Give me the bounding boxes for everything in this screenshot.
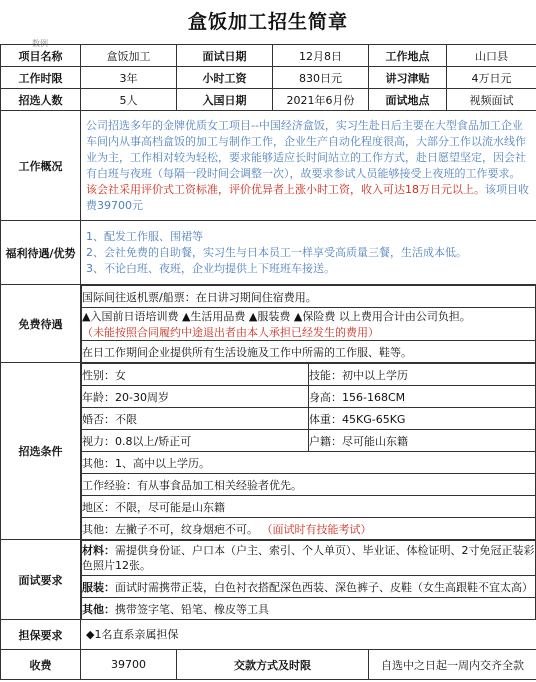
free-line-note: （未能按照合同履约中途退出者由本人承担已经发生的费用）	[82, 326, 379, 339]
condition-line	[82, 518, 536, 540]
info-label: 招选人数	[1, 89, 81, 111]
interview-label: 面试要求	[1, 540, 81, 620]
condition-line: 工作经验：有从事食品加工相关经验者优先。	[82, 474, 536, 496]
other-text: 携带签字笔、铅笔、橡皮等工具	[115, 602, 269, 616]
info-value: 山口县	[447, 45, 536, 67]
free-label: 免费待遇	[1, 285, 81, 363]
info-value: 12月8日	[273, 45, 369, 67]
guarantee-row	[1, 620, 536, 650]
guarantee-value: ◆1名直系亲属担保	[81, 620, 536, 650]
overview-highlight: 该会社采用评价式工资标准，评价优异者上涨小时工资，收入可达18万日元以上。	[86, 182, 485, 196]
info-label: 小时工资	[177, 67, 273, 89]
benefits-list	[81, 221, 536, 285]
fee-value: 39700	[81, 650, 177, 680]
free-line	[82, 308, 536, 341]
overview-body: 公司招选多年的金牌优质女工项目--中国经济盒饭，实习生赴日后主要在大型食品加工企业车间内从事高档盒饭的加工与制作工作，企业生产自动化程度很高，大部分工作以流水线作业为主，工作相对较为轻松，要求能够适应长时间站立的工作方式，赴日愿望坚定，因会社有白班与夜班（每隔一段时间会调整一次），故要求参试人员能够接受上夜班的工作要求。	[86, 118, 526, 180]
clothing-label: 服装：	[82, 580, 115, 594]
other-label: 其他：	[82, 602, 115, 616]
benefit-item: 3、不论白班、夜班，企业均提供上下班班车接送。	[86, 261, 335, 275]
info-label: 入国日期	[177, 89, 273, 111]
overview-label: 工作概况	[1, 111, 81, 221]
fee-label: 收费	[1, 650, 81, 680]
info-value: 2021年6月份	[273, 89, 369, 111]
free-line: 在日工作期间企业提供所有生活设施及工作中所需的工作服、鞋等。	[82, 341, 536, 363]
benefits-row	[1, 221, 536, 285]
info-value: 4万日元	[447, 67, 536, 89]
overview-text	[81, 111, 536, 221]
materials-label: 材料：	[82, 544, 115, 557]
interview-lines	[81, 540, 536, 619]
condition-line: 其他：1、高中以上学历。	[82, 452, 536, 474]
condition-cell: 年龄：20-30周岁	[82, 386, 309, 408]
info-value: 视频面试	[447, 89, 536, 111]
condition-note: （面试时有技能考试）	[261, 522, 372, 536]
info-label: 项目名称	[1, 45, 81, 67]
condition-cell: 体重：45KG-65KG	[309, 408, 536, 430]
info-value: 3年	[81, 67, 177, 89]
condition-cell: 技能：初中以上学历	[309, 364, 536, 386]
free-row	[1, 285, 536, 363]
info-label: 工作地点	[369, 45, 447, 67]
interview-content	[81, 540, 536, 620]
conditions-content	[81, 363, 536, 540]
condition-cell: 婚否：不限	[82, 408, 309, 430]
benefit-item: 2、会社免费的自助餐，实习生与日本员工一样享受高质量三餐，生活成本低。	[86, 245, 467, 259]
overview-row	[1, 111, 536, 221]
payment-label: 交款方式及时限	[177, 650, 369, 680]
info-label: 讲习津贴	[369, 67, 447, 89]
conditions-grid	[81, 363, 536, 539]
interview-clothing	[82, 576, 536, 598]
info-row	[1, 89, 536, 111]
free-line: 国际间往返机票/船票：在日讲习期间住宿费用。	[82, 286, 536, 308]
info-row	[1, 45, 536, 67]
interview-row	[1, 540, 536, 620]
fee-row	[1, 650, 536, 680]
interview-materials	[82, 541, 536, 576]
benefit-item: 1、配发工作服、围裙等	[86, 229, 203, 243]
interview-other	[82, 598, 536, 620]
info-label: 工作时限	[1, 67, 81, 89]
overview-fee: 该项目收费39700元	[86, 182, 529, 212]
condition-cell: 性别：女	[82, 364, 309, 386]
condition-other: 其他：左撇子不可，纹身烟疤不可。	[82, 522, 258, 536]
free-line-items: ▲入国前日语培训费 ▲生活用品费 ▲服装费 ▲保险费 以上费用合计由公司负担。	[82, 310, 471, 323]
conditions-row	[1, 363, 536, 540]
condition-cell: 户籍：尽可能山东籍	[309, 430, 536, 452]
condition-line: 地区：不限，尽可能是山东籍	[82, 496, 536, 518]
materials-text: 需提供身份证、户口本（户主、索引、个人单页）、毕业证、体检证明、2寸免冠正装彩色照片12张。	[82, 544, 535, 572]
page-title: 盒饭加工招生简章	[187, 11, 348, 33]
info-label: 面试地点	[369, 89, 447, 111]
info-value: 盒饭加工	[81, 45, 177, 67]
info-label: 面试日期	[177, 45, 273, 67]
conditions-label: 招选条件	[1, 363, 81, 540]
clothing-text: 面试时需携带正装，白色衬衣搭配深色西装、深色裤子、皮鞋（女生高跟鞋不宜太高）	[115, 580, 533, 594]
condition-cell: 视力：0.8以上/矫正可	[82, 430, 309, 452]
info-value: 830日元	[273, 67, 369, 89]
info-row	[1, 67, 536, 89]
free-content	[81, 285, 536, 363]
benefits-label: 福利待遇/优势	[1, 221, 81, 285]
condition-cell: 身高：156-168CM	[309, 386, 536, 408]
guarantee-label: 担保要求	[1, 620, 81, 650]
payment-value: 自选中之日起一周内交齐全款	[369, 650, 536, 680]
info-value: 5人	[81, 89, 177, 111]
free-lines	[81, 285, 536, 362]
watermark: 数例	[32, 39, 48, 48]
recruitment-table	[0, 44, 536, 680]
